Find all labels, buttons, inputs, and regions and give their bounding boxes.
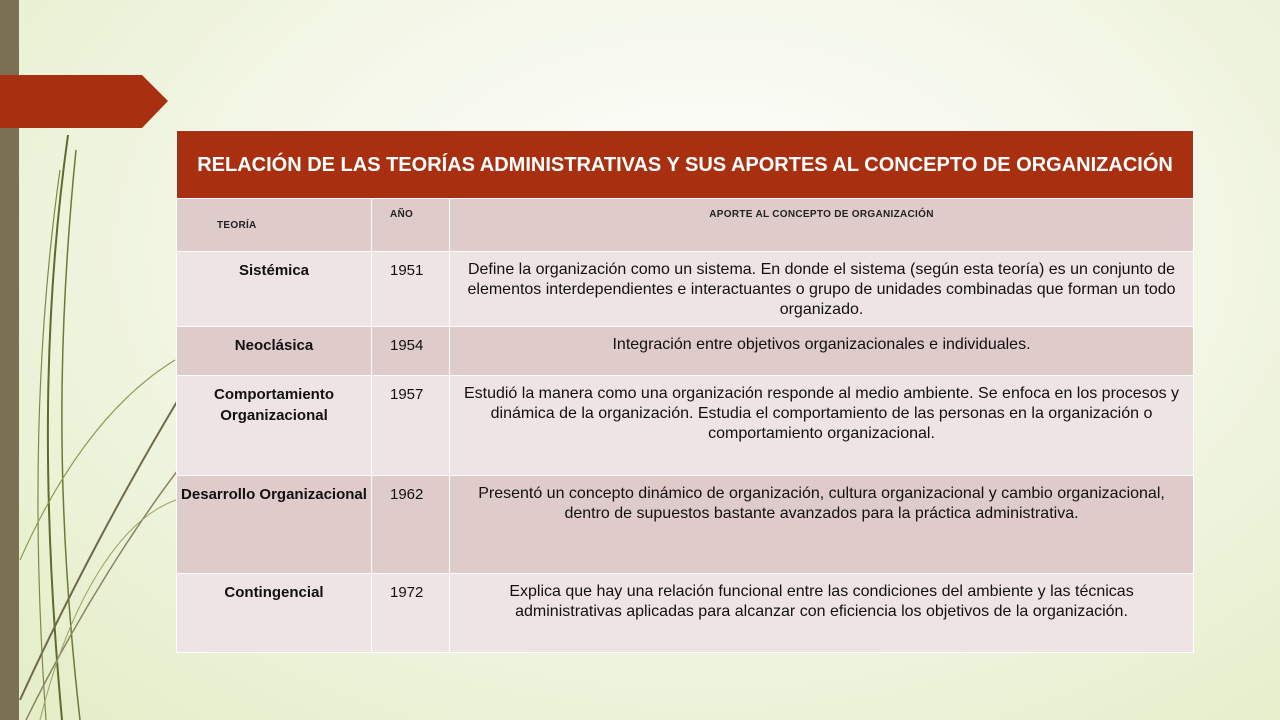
- table-row: [177, 574, 1194, 653]
- table-row: [177, 376, 1194, 476]
- row-year: 1962: [372, 476, 450, 574]
- table-row: [177, 327, 1194, 376]
- theories-table-container: [176, 130, 1193, 652]
- row-year: 1954: [372, 327, 450, 376]
- row-aporte: Integración entre objetivos organizacionales e individuales.: [450, 327, 1194, 376]
- table-row: [177, 252, 1194, 327]
- table-row: [177, 476, 1194, 574]
- row-theory: Sistémica: [177, 252, 372, 327]
- row-aporte: Presentó un concepto dinámico de organización, cultura organizacional y cambio organizacional, dentro de supuestos bastante avanzados para la práctica administrativa.: [450, 476, 1194, 574]
- header-theory: TEORÍA: [177, 199, 372, 252]
- row-aporte: Estudió la manera como una organización responde al medio ambiente. Se enfoca en los procesos y dinámica de la organización. Estudia el comportamiento de las personas en la organización o comportamiento organizacional.: [450, 376, 1194, 476]
- row-theory: Neoclásica: [177, 327, 372, 376]
- header-aporte: APORTE AL CONCEPTO DE ORGANIZACIÓN: [450, 199, 1194, 252]
- theories-table: [176, 130, 1194, 653]
- row-aporte: Define la organización como un sistema. En donde el sistema (según esta teoría) es un conjunto de elementos interdependientes e interactuantes o grupo de unidades combinadas que forman un todo organizado.: [450, 252, 1194, 327]
- title-tab-shape: [0, 75, 168, 128]
- table-title: RELACIÓN DE LAS TEORÍAS ADMINISTRATIVAS Y SUS APORTES AL CONCEPTO DE ORGANIZACIÓN: [177, 131, 1194, 199]
- row-year: 1951: [372, 252, 450, 327]
- row-year: 1972: [372, 574, 450, 653]
- row-year: 1957: [372, 376, 450, 476]
- row-theory: Desarrollo Organizacional: [177, 476, 372, 574]
- row-theory: Comportamiento Organizacional: [177, 376, 372, 476]
- row-aporte: Explica que hay una relación funcional entre las condiciones del ambiente y las técnicas administrativas aplicadas para alcanzar con eficiencia los objetivos de la organización.: [450, 574, 1194, 653]
- header-year: AÑO: [372, 199, 450, 252]
- row-theory: Contingencial: [177, 574, 372, 653]
